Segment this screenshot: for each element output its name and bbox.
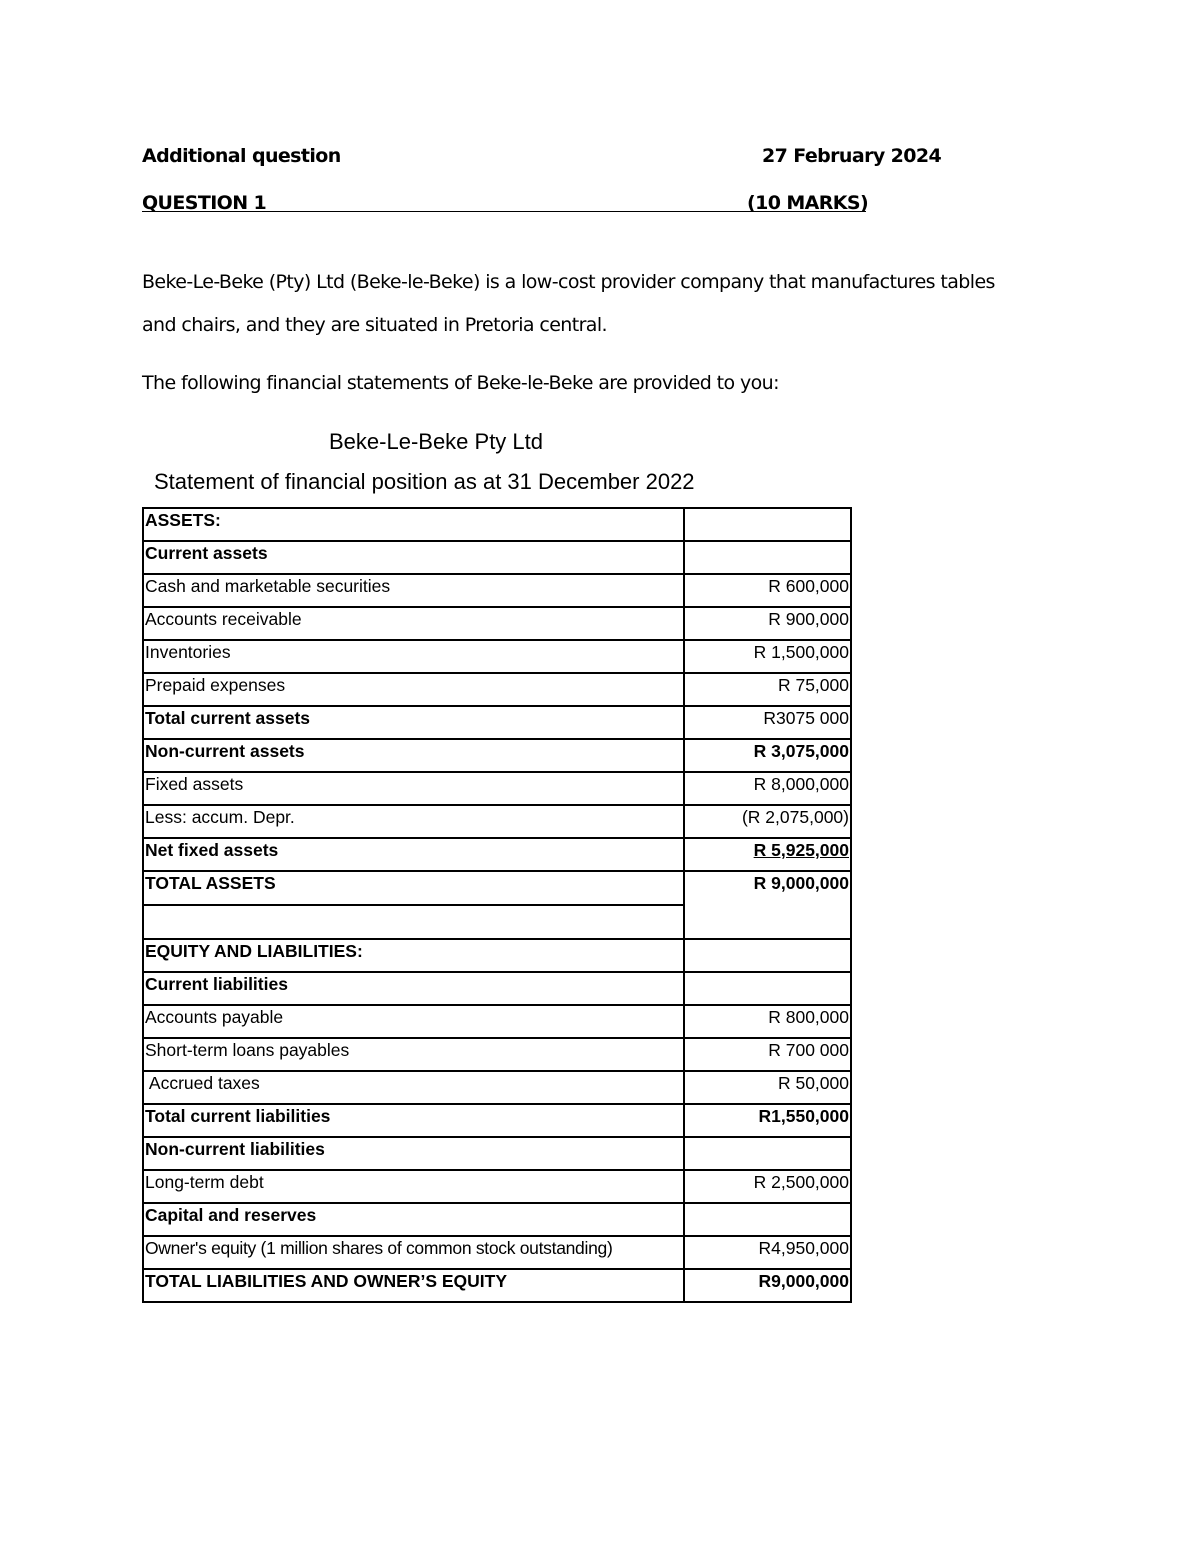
row-label <box>143 905 684 939</box>
row-label: TOTAL ASSETS <box>143 871 684 905</box>
row-value: R 9,000,000 <box>684 871 851 939</box>
row-value <box>684 939 851 972</box>
table-row <box>143 1269 851 1302</box>
row-label: Inventories <box>143 640 684 673</box>
table-row <box>143 574 851 607</box>
question-marks: (10 MARKS) <box>747 192 869 214</box>
table-row <box>143 1104 851 1137</box>
row-value: R3075 000 <box>684 706 851 739</box>
row-label: Less: accum. Depr. <box>143 805 684 838</box>
row-label: Capital and reserves <box>143 1203 684 1236</box>
row-value: R 8,000,000 <box>684 772 851 805</box>
row-value: R 600,000 <box>684 574 851 607</box>
table-row <box>143 508 851 541</box>
table-row <box>143 1137 851 1170</box>
row-value <box>684 541 851 574</box>
table-row <box>143 1236 851 1269</box>
table-row <box>143 706 851 739</box>
intro-line-2: and chairs, and they are situated in Pretoria central. <box>142 314 607 336</box>
row-label: Current assets <box>143 541 684 574</box>
header-left: Additional question <box>142 145 341 167</box>
table-row <box>143 739 851 772</box>
row-value: R1,550,000 <box>684 1104 851 1137</box>
row-value: R 3,075,000 <box>684 739 851 772</box>
intro-line-3: The following financial statements of Beke-le-Beke are provided to you: <box>142 372 779 394</box>
table-row <box>143 640 851 673</box>
row-value: R 900,000 <box>684 607 851 640</box>
table-row <box>143 805 851 838</box>
table-row <box>143 1005 851 1038</box>
financial-position-table <box>142 507 852 1303</box>
row-label: Total current liabilities <box>143 1104 684 1137</box>
row-label: TOTAL LIABILITIES AND OWNER’S EQUITY <box>143 1269 684 1302</box>
row-label: Prepaid expenses <box>143 673 684 706</box>
row-label: EQUITY AND LIABILITIES: <box>143 939 684 972</box>
table-row <box>143 1203 851 1236</box>
row-value <box>684 1203 851 1236</box>
table-row <box>143 1071 851 1104</box>
table-row <box>143 871 851 905</box>
row-value: R9,000,000 <box>684 1269 851 1302</box>
row-label: Accrued taxes <box>143 1071 684 1104</box>
table-row <box>143 838 851 871</box>
header-date: 27 February 2024 <box>762 145 942 167</box>
row-label: Long-term debt <box>143 1170 684 1203</box>
row-label: Cash and marketable securities <box>143 574 684 607</box>
row-value <box>684 508 851 541</box>
row-label: ASSETS: <box>143 508 684 541</box>
table-row <box>143 673 851 706</box>
row-label: Non-current liabilities <box>143 1137 684 1170</box>
row-value: R 800,000 <box>684 1005 851 1038</box>
row-label: Accounts receivable <box>143 607 684 640</box>
table-row <box>143 972 851 1005</box>
row-value <box>684 972 851 1005</box>
row-value: (R 2,075,000) <box>684 805 851 838</box>
table-row <box>143 939 851 972</box>
question-underline <box>142 211 866 212</box>
row-value: R4,950,000 <box>684 1236 851 1269</box>
row-value: R 700 000 <box>684 1038 851 1071</box>
row-label: Owner's equity (1 million shares of common stock outstanding) <box>143 1236 684 1269</box>
table-row <box>143 1038 851 1071</box>
row-value: R 75,000 <box>684 673 851 706</box>
row-label: Total current assets <box>143 706 684 739</box>
row-label: Accounts payable <box>143 1005 684 1038</box>
row-value <box>684 1137 851 1170</box>
table-row <box>143 607 851 640</box>
row-value: R 2,500,000 <box>684 1170 851 1203</box>
row-label: Fixed assets <box>143 772 684 805</box>
row-label: Short-term loans payables <box>143 1038 684 1071</box>
table-row <box>143 1170 851 1203</box>
row-value: R 1,500,000 <box>684 640 851 673</box>
intro-line-1: Beke-Le-Beke (Pty) Ltd (Beke-le-Beke) is a low-cost provider company that manufactures tables <box>142 271 995 293</box>
statement-title: Statement of financial position as at 31 December 2022 <box>154 469 695 494</box>
table-row <box>143 541 851 574</box>
row-label: Current liabilities <box>143 972 684 1005</box>
row-value: R 50,000 <box>684 1071 851 1104</box>
company-name: Beke-Le-Beke Pty Ltd <box>329 429 544 454</box>
row-label: Non-current assets <box>143 739 684 772</box>
row-value: R 5,925,000 <box>684 838 851 871</box>
table-row <box>143 772 851 805</box>
question-title: QUESTION 1 <box>142 192 267 214</box>
row-label: Net fixed assets <box>143 838 684 871</box>
